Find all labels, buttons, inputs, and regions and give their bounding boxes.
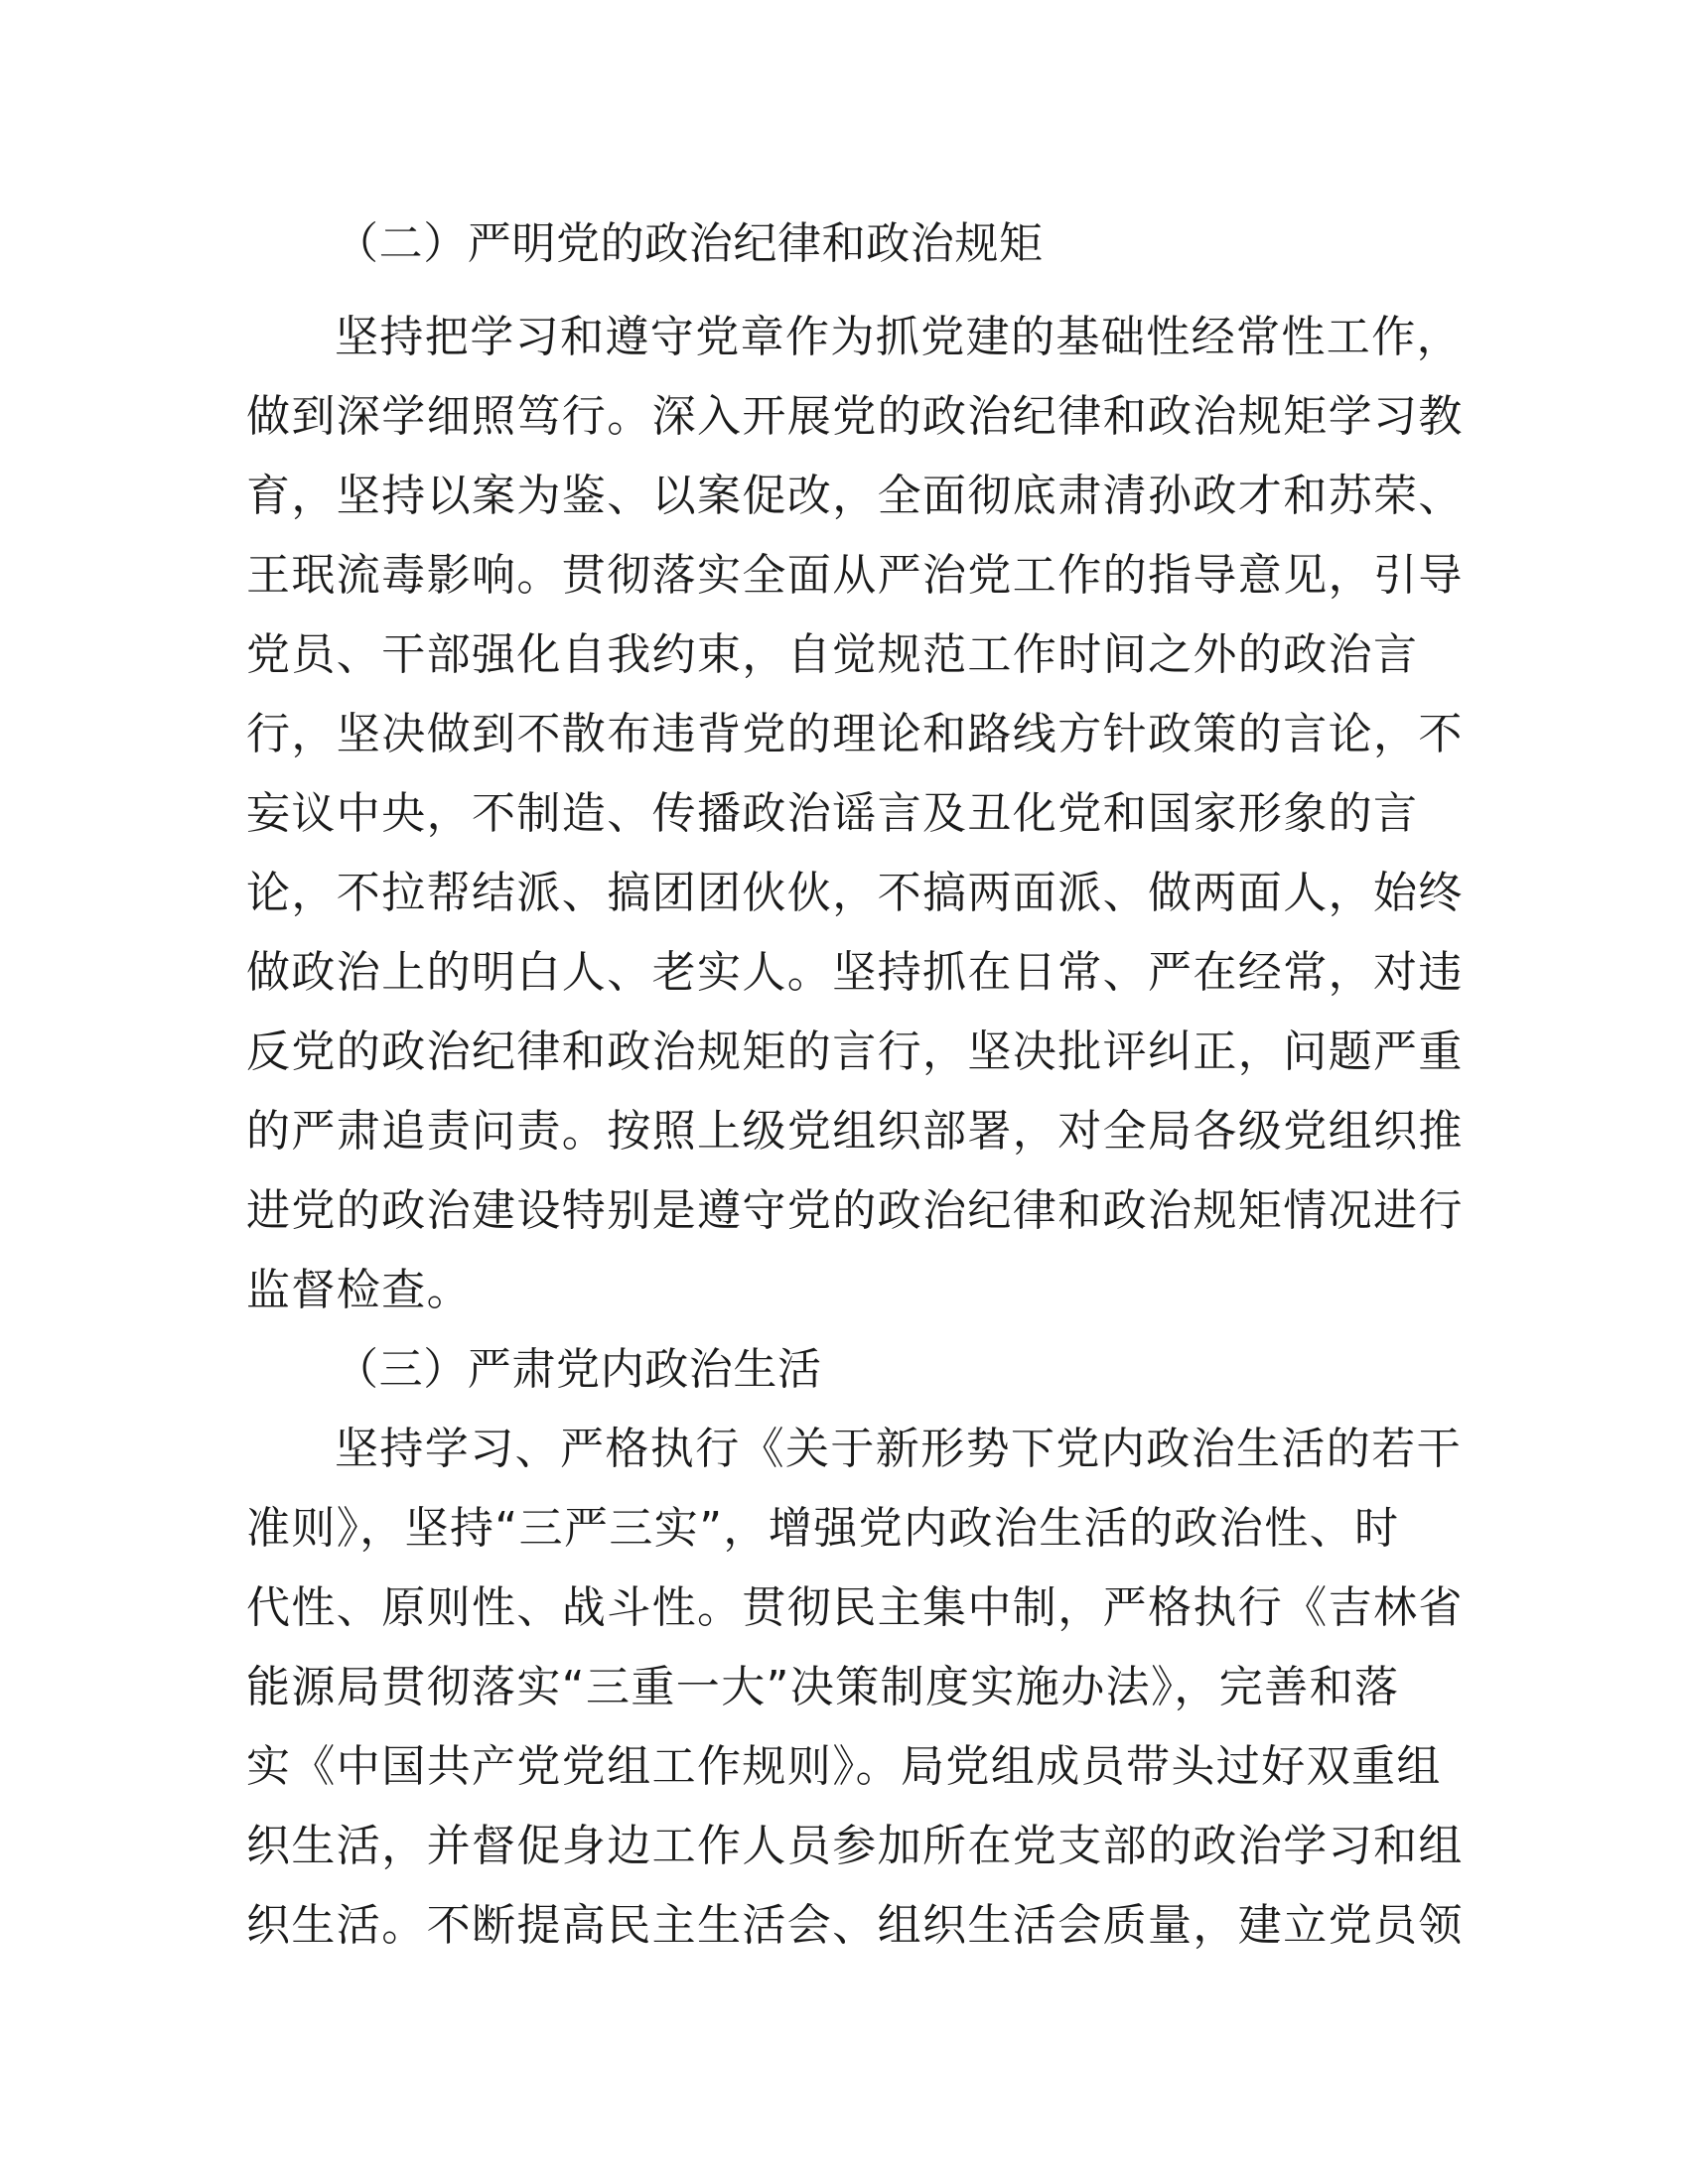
paragraph-line: 育，坚持以案为鉴、以案促改，全面彻底肃清孙政才和苏荣、 <box>246 471 1464 521</box>
paragraph-line: 监督检查。 <box>246 1265 472 1315</box>
paragraph-line: 做政治上的明白人、老实人。坚持抓在日常、严在经常，对违 <box>246 947 1464 998</box>
paragraph-line: 妄议中央，不制造、传播政治谣言及丑化党和国家形象的言 <box>246 788 1419 839</box>
paragraph-line: 准则》，坚持“三严三实”，增强党内政治生活的政治性、时 <box>246 1503 1400 1554</box>
section-3-heading: （三）严肃党内政治生活 <box>335 1344 822 1395</box>
paragraph-line: 行，坚决做到不散布违背党的理论和路线方针政策的言论，不 <box>246 709 1464 759</box>
paragraph-line: 能源局贯彻落实“三重一大”决策制度实施办法》，完善和落 <box>246 1662 1400 1712</box>
paragraph-line: 的严肃追责问责。按照上级党组织部署，对全局各级党组织推 <box>246 1106 1464 1157</box>
paragraph-line: 织生活。不断提高民主生活会、组织生活会质量，建立党员领 <box>246 1900 1464 1951</box>
paragraph-line: 坚持学习、严格执行《关于新形势下党内政治生活的若干 <box>335 1424 1462 1474</box>
paragraph-line: 进党的政治建设特别是遵守党的政治纪律和政治规矩情况进行 <box>246 1185 1464 1236</box>
paragraph-line: 实《中国共产党党组工作规则》。局党组成员带头过好双重组 <box>246 1741 1442 1792</box>
paragraph-line: 反党的政治纪律和政治规矩的言行，坚决批评纠正，问题严重 <box>246 1026 1464 1077</box>
paragraph-line: 王珉流毒影响。贯彻落实全面从严治党工作的指导意见，引导 <box>246 550 1464 601</box>
paragraph-line: 坚持把学习和遵守党章作为抓党建的基础性经常性工作， <box>335 312 1462 362</box>
paragraph-line: 织生活，并督促身边工作人员参加所在党支部的政治学习和组 <box>246 1821 1464 1871</box>
paragraph-line: 代性、原则性、战斗性。贯彻民主集中制，严格执行《吉林省 <box>246 1582 1464 1633</box>
paragraph-line: 党员、干部强化自我约束，自觉规范工作时间之外的政治言 <box>246 629 1419 680</box>
paragraph-line: 论，不拉帮结派、搞团团伙伙，不搞两面派、做两面人，始终 <box>246 868 1464 918</box>
paragraph-line: 做到深学细照笃行。深入开展党的政治纪律和政治规矩学习教 <box>246 391 1464 442</box>
section-2-heading: （二）严明党的政治纪律和政治规矩 <box>335 218 1044 269</box>
